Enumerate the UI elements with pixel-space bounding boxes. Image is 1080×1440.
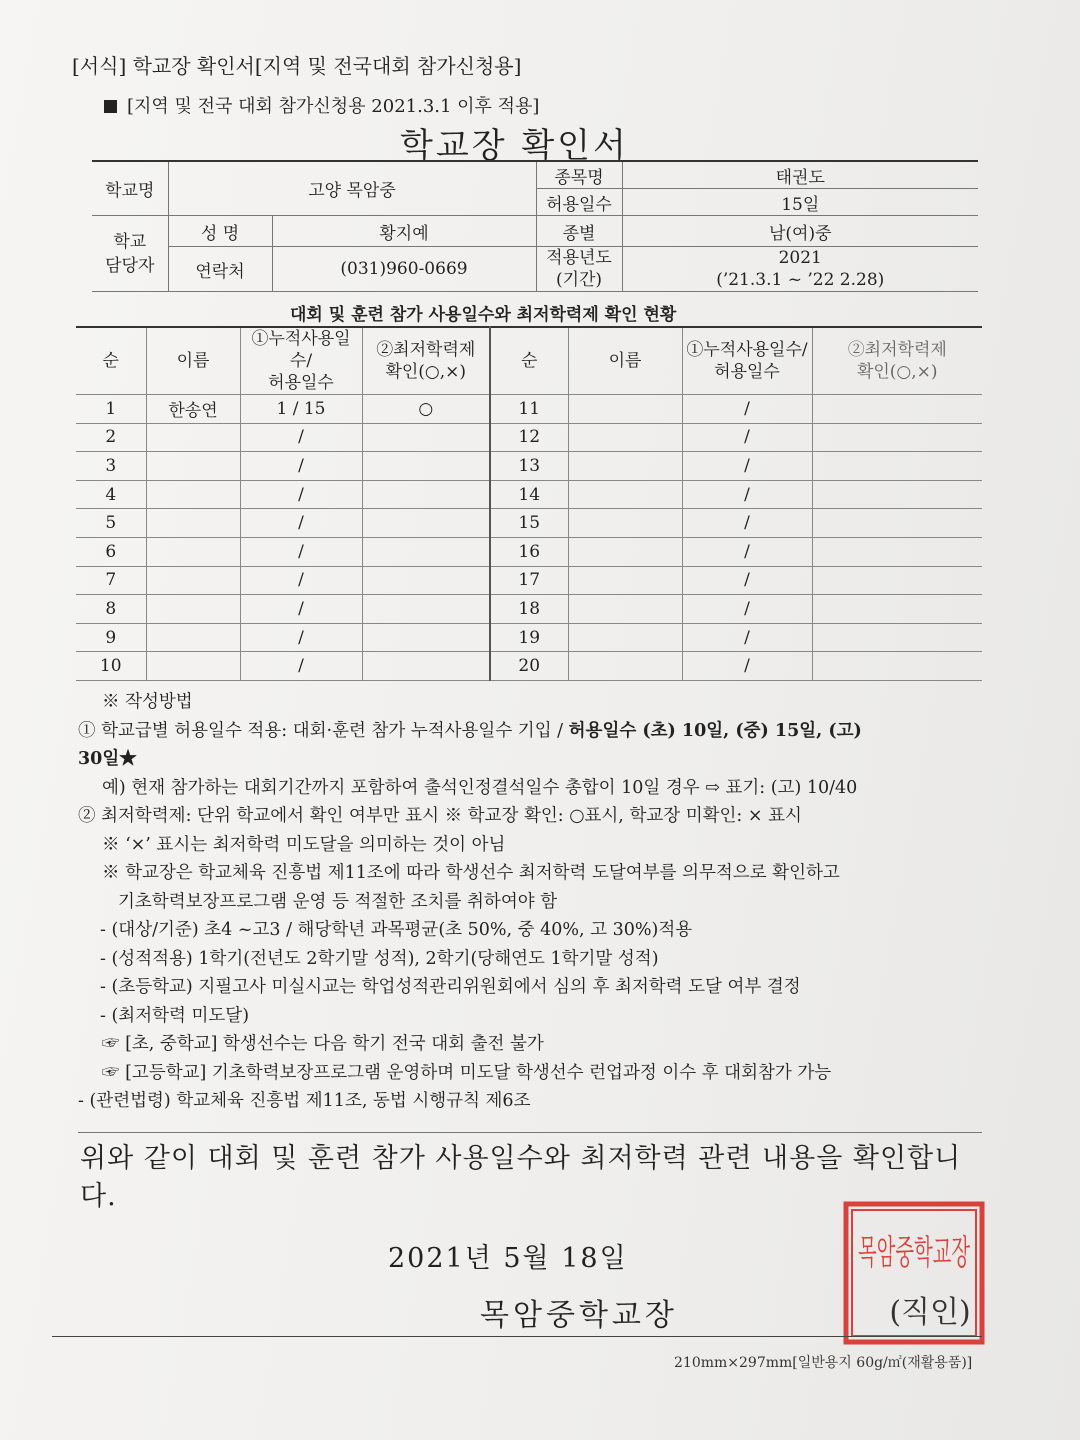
manager-label-line2: 담당자 — [105, 255, 155, 276]
row-no-right: 20 — [490, 652, 568, 681]
row-no-left: 8 — [76, 595, 146, 624]
col-check-left-line2: 확인(○,×) — [385, 362, 467, 382]
col-check-left — [362, 327, 490, 395]
year-label — [536, 247, 622, 292]
col-name-right: 이름 — [568, 327, 682, 395]
row-check-left — [362, 480, 490, 509]
row-name-left — [146, 423, 240, 452]
row-days-right: / — [682, 652, 812, 681]
row-no-right: 15 — [490, 509, 568, 538]
row-check-left — [362, 623, 490, 652]
row-check-right — [812, 623, 982, 652]
row-check-left — [362, 452, 490, 481]
row-days-right: / — [682, 566, 812, 595]
col-days-right-line2: 허용일수 — [714, 362, 780, 382]
row-no-right: 18 — [490, 595, 568, 624]
issue-date: 2021년 5월 18일 — [388, 1243, 628, 1274]
row-name-left — [146, 566, 240, 595]
row-days-right: / — [682, 395, 812, 424]
row-check-left — [362, 537, 490, 566]
row-days-left: / — [240, 595, 362, 624]
usage-table-header — [76, 327, 982, 395]
row-no-right: 14 — [490, 480, 568, 509]
col-check-right-line2: 확인(○,×) — [856, 362, 938, 382]
official-seal-icon — [840, 1198, 988, 1348]
row-check-left — [362, 423, 490, 452]
category-value: 남(여)중 — [622, 216, 978, 247]
note-11: - (관련법령) 학교체육 진흥법 제11조, 동법 시행규칙 제6조 — [78, 1091, 531, 1111]
square-bullet-icon — [104, 100, 117, 113]
note-1-cont — [78, 745, 978, 774]
table-row — [76, 566, 982, 595]
school-name-value: 고양 목암중 — [168, 161, 536, 216]
row-check-left — [362, 509, 490, 538]
col-check-right-line1: ②최저학력제 — [847, 340, 947, 360]
note-1-cont-bold: 30일★ — [78, 749, 137, 769]
seal-mark: (직인) — [889, 1295, 971, 1330]
allowed-days-label: 허용일수 — [536, 189, 622, 216]
row-no-left: 7 — [76, 566, 146, 595]
row-check-right — [812, 480, 982, 509]
col-no-right: 순 — [490, 327, 568, 395]
usage-table — [76, 326, 982, 681]
contact-label: 연락처 — [168, 247, 272, 292]
year-value — [622, 247, 978, 292]
table-row — [76, 652, 982, 681]
manager-name-value: 황지예 — [272, 216, 536, 247]
row-no-right: 16 — [490, 537, 568, 566]
row-check-right — [812, 509, 982, 538]
note-1 — [78, 717, 978, 746]
row-check-left — [362, 566, 490, 595]
period-text: (’21.3.1 ~ ’22 2.28) — [716, 270, 885, 290]
row-no-right: 12 — [490, 423, 568, 452]
row-name-right — [568, 566, 682, 595]
row-no-left: 3 — [76, 452, 146, 481]
paper-spec-note: 210mm×297mm[일반용지 60g/㎡(재활용품)] — [674, 1355, 973, 1371]
row-name-left — [146, 452, 240, 481]
instructions-heading: ※ 작성방법 — [102, 692, 193, 712]
seal-text: 목암중학교장 — [858, 1233, 971, 1273]
row-no-right: 13 — [490, 452, 568, 481]
note-6: - (성적적용) 1학기(전년도 2학기말 성적), 2학기(당해연도 1학기말 성적) — [100, 948, 659, 969]
row-check-left: ○ — [362, 395, 490, 424]
col-days-left-line1: ①누적사용일수/ — [251, 329, 351, 371]
col-days-left — [240, 327, 362, 395]
row-days-left: / — [240, 537, 362, 566]
row-name-right — [568, 537, 682, 566]
divider-top — [78, 1132, 982, 1133]
col-name-left: 이름 — [146, 327, 240, 395]
row-days-right: / — [682, 480, 812, 509]
row-check-left — [362, 595, 490, 624]
row-no-right: 17 — [490, 566, 568, 595]
col-days-left-line2: 허용일수 — [268, 373, 334, 393]
form-label: [서식] 학교장 확인서[지역 및 전국대회 참가신청용] — [72, 54, 522, 78]
category-label: 종별 — [536, 216, 622, 247]
row-name-right — [568, 509, 682, 538]
row-name-left — [146, 537, 240, 566]
note-8: - (최저학력 미도달) — [100, 1005, 250, 1026]
col-check-right — [812, 327, 982, 395]
note-9: ☞ [초, 중학교] 학생선수는 다음 학기 전국 대회 출전 불가 — [102, 1034, 544, 1054]
col-days-right-line1: ①누적사용일수/ — [686, 340, 808, 360]
note-2: ② 최저학력제: 단위 학교에서 확인 여부만 표시 ※ 학교장 확인: ○표시, 학교장 미확인: × 표시 — [78, 806, 802, 826]
contact-value: (031)960-0669 — [272, 247, 536, 292]
row-no-left: 1 — [76, 395, 146, 424]
row-days-left: / — [240, 652, 362, 681]
row-name-left — [146, 480, 240, 509]
row-check-right — [812, 395, 982, 424]
row-days-right: / — [682, 623, 812, 652]
row-no-left: 6 — [76, 537, 146, 566]
table-row — [76, 423, 982, 452]
row-days-right: / — [682, 452, 812, 481]
row-name-left: 한송연 — [146, 395, 240, 424]
note-4: ※ 학교장은 학교체육 진흥법 제11조에 따라 학생선수 최저학력 도달여부를 의무적으로 확인하고 — [102, 863, 840, 883]
row-days-right: / — [682, 595, 812, 624]
row-days-left: / — [240, 566, 362, 595]
document-title: 학교장 확인서 — [400, 126, 629, 166]
divider-bottom — [52, 1336, 982, 1337]
school-name-label: 학교명 — [92, 161, 168, 216]
row-name-right — [568, 623, 682, 652]
row-check-right — [812, 652, 982, 681]
note-7: - (초등학교) 지필고사 미실시교는 학업성적관리위원회에서 심의 후 최저학력 도달 여부 결정 — [100, 977, 801, 997]
usage-table-title: 대회 및 훈련 참가 사용일수와 최저학력제 확인 현황 — [290, 305, 677, 325]
row-days-left: / — [240, 452, 362, 481]
row-no-left: 5 — [76, 509, 146, 538]
row-no-left: 4 — [76, 480, 146, 509]
row-check-left — [362, 652, 490, 681]
row-days-right: / — [682, 509, 812, 538]
table-row — [76, 509, 982, 538]
year-label-line2: (기간) — [555, 270, 603, 290]
principal-name: 목암중학교장 — [480, 1298, 678, 1333]
row-days-left: / — [240, 423, 362, 452]
table-row — [76, 595, 982, 624]
note-1-bold: 허용일수 (초) 10일, (중) 15일, (고) — [568, 720, 862, 741]
note-4-cont: 기초학력보장프로그램 운영 등 적절한 조치를 취하여야 함 — [118, 891, 558, 912]
row-check-right — [812, 452, 982, 481]
name-label: 성 명 — [168, 216, 272, 247]
row-days-left: / — [240, 623, 362, 652]
table-row — [76, 395, 982, 424]
row-name-left — [146, 623, 240, 652]
note-example: 예) 현재 참가하는 대회기간까지 포함하여 출석인정결석일수 총합이 10일 경우 ⇨ 표기: (고) 10/40 — [102, 777, 858, 798]
note-10: ☞ [고등학교] 기초학력보장프로그램 운영하며 미도달 학생선수 런업과정 이수 후 대회참가 가능 — [102, 1062, 832, 1083]
table-row — [76, 480, 982, 509]
table-row — [76, 623, 982, 652]
col-check-left-line1: ②최저학력제 — [376, 340, 476, 360]
row-name-left — [146, 595, 240, 624]
row-name-right — [568, 395, 682, 424]
row-name-left — [146, 509, 240, 538]
instructions — [78, 688, 978, 1116]
row-no-left: 2 — [76, 423, 146, 452]
usage-table-body — [76, 395, 982, 681]
row-days-right: / — [682, 537, 812, 566]
note-1-text: ① 학교급별 허용일수 적용: 대회·훈련 참가 누적사용일수 기입 / — [78, 720, 569, 741]
row-no-right: 19 — [490, 623, 568, 652]
row-check-right — [812, 566, 982, 595]
sub-label-text: [지역 및 전국 대회 참가신청용 2021.3.1 이후 적용] — [127, 96, 540, 117]
row-days-left: 1 / 15 — [240, 395, 362, 424]
row-days-right: / — [682, 423, 812, 452]
row-no-left: 9 — [76, 623, 146, 652]
sport-label: 종목명 — [536, 161, 622, 189]
table-row — [76, 537, 982, 566]
row-days-left: / — [240, 480, 362, 509]
row-name-right — [568, 595, 682, 624]
row-no-right: 11 — [490, 395, 568, 424]
row-no-left: 10 — [76, 652, 146, 681]
row-name-right — [568, 480, 682, 509]
sport-value: 태권도 — [622, 161, 978, 189]
allowed-days-value: 15일 — [622, 189, 978, 216]
year-text: 2021 — [778, 248, 822, 268]
note-3: ※ ‘×’ 표시는 최저학력 미도달을 의미하는 것이 아님 — [102, 834, 506, 855]
col-no-left: 순 — [76, 327, 146, 395]
row-name-right — [568, 652, 682, 681]
closing-statement: 위와 같이 대회 및 훈련 참가 사용일수와 최저학력 관련 내용을 확인합니다. — [80, 1143, 962, 1212]
row-check-right — [812, 423, 982, 452]
table-row — [76, 452, 982, 481]
row-name-right — [568, 423, 682, 452]
info-table — [92, 160, 978, 292]
row-name-right — [568, 452, 682, 481]
row-days-left: / — [240, 509, 362, 538]
note-5: - (대상/기준) 초4 ~고3 / 해당학년 과목평균(초 50%, 중 40%, 고 30%)적용 — [100, 920, 693, 940]
year-label-line1: 적용년도 — [546, 248, 612, 268]
manager-label — [92, 216, 168, 292]
row-check-right — [812, 537, 982, 566]
row-name-left — [146, 652, 240, 681]
sub-label — [104, 92, 539, 118]
row-check-right — [812, 595, 982, 624]
col-days-right — [682, 327, 812, 395]
manager-label-line1: 학교 — [113, 231, 147, 252]
